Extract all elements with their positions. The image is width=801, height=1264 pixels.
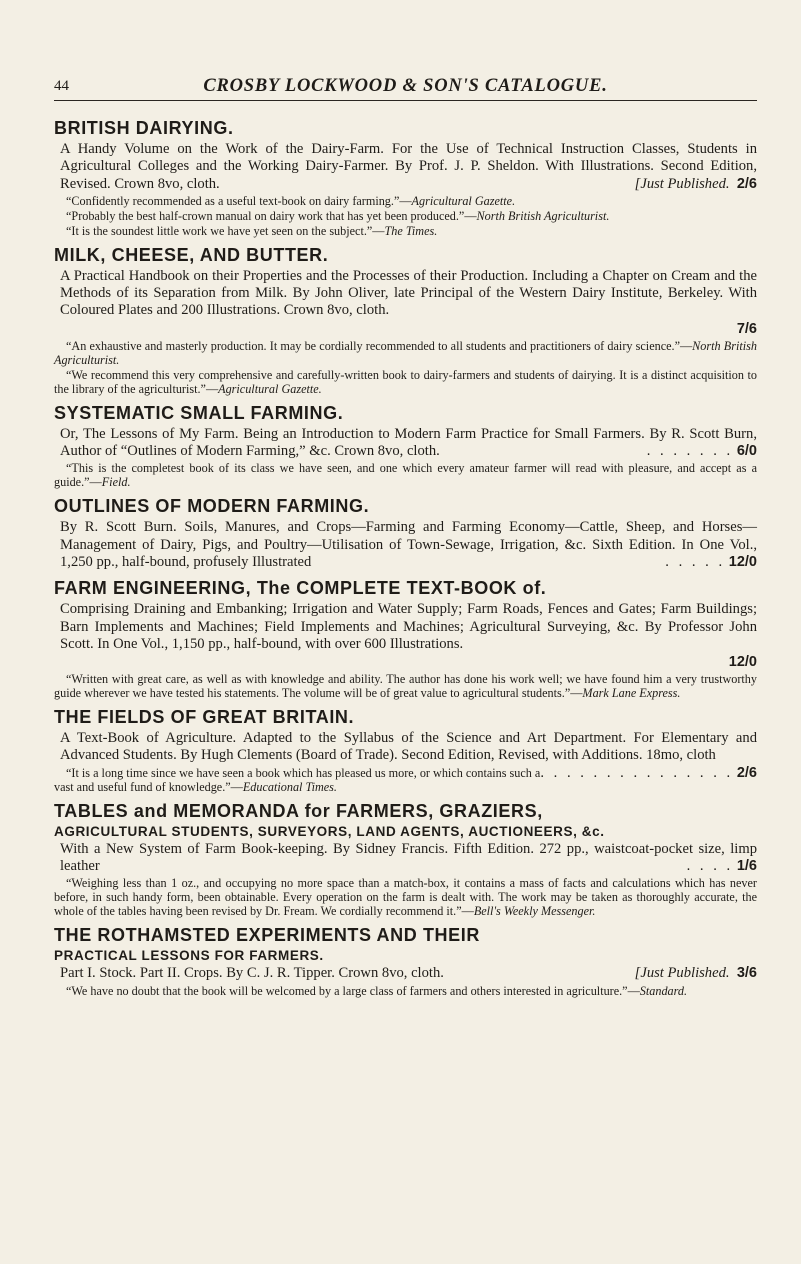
- entry-price: 12/0: [728, 553, 757, 570]
- review-text: “It is a long time since we have seen a book which has pleased us more, or which contains such a vast and useful fund of knowledge.”—: [54, 765, 541, 794]
- entry-description-text: Comprising Draining and Embanking; Irrigation and Water Supply; Farm Roads, Fences and Gates; Farm Buildings; Barn Implements and Machines; Field Implements and Machines; Agricultural Surveying, &c. By Professor John Scott. In One Vol., 1,150 pp., half-bound, with over 600 Illustrations.: [60, 601, 757, 652]
- review-source: North British Agriculturist.: [476, 208, 610, 223]
- page-number: 44: [54, 78, 69, 94]
- review-text: “Weighing less than 1 oz., and occupying no more space than a match-box, it contains a mass of facts and calculations which has never before, in such handy form, been obtainable. Every operation on the farm is dealt with. The work may be taken as thoroughly accurate, the whole of the tables having been revised by Dr. Fream. We cordially recommend it.”—: [54, 876, 757, 919]
- entry-review: [54, 672, 757, 700]
- catalogue-entry: [54, 925, 757, 997]
- entry-price-line: [54, 320, 757, 338]
- entry-heading: TABLES and MEMORANDA for FARMERS, GRAZIERS,: [54, 800, 543, 821]
- review-text: “Confidently recommended as a useful text-book on dairy farming.”—: [66, 193, 412, 208]
- entry-description-text: A Handy Volume on the Work of the Dairy-Farm. For the Use of Technical Instruction Classes, Students in Agricultural Colleges and the Working Dairy-Farmer. By Prof. J. P. Sheldon. With Illustrations. Second Edition, Revised. Crown 8vo, cloth.: [60, 141, 757, 192]
- review-source: Agricultural Gazette.: [411, 193, 516, 208]
- review-source: Field.: [101, 475, 131, 490]
- entry-description: [54, 519, 757, 571]
- entry-review: [54, 209, 757, 223]
- entry-review: [54, 461, 757, 489]
- entry-heading: THE ROTHAMSTED EXPERIMENTS AND THEIR: [54, 925, 480, 946]
- entry-price: 2/6: [736, 175, 757, 192]
- entry-review: [54, 876, 757, 918]
- review-source: Educational Times.: [242, 779, 337, 794]
- catalogue-title: CROSBY LOCKWOOD & SON'S CATALOGUE.: [203, 76, 608, 96]
- review-text: “Written with great care, as well as with knowledge and ability. The author has done his work well; we have found him a very trustworthy guide wherever we have tested his statements. The volume will be of great value to agricultural students.”—: [54, 672, 757, 701]
- entry-heading: BRITISH DAIRYING.: [54, 118, 234, 138]
- catalogue-entry: [54, 118, 757, 238]
- catalogue-entry: [54, 496, 757, 571]
- entry-review: [54, 339, 757, 367]
- entry-review: [54, 224, 757, 238]
- catalogue-entry: [54, 245, 757, 396]
- review-source: Agricultural Gazette.: [218, 381, 322, 396]
- running-head: [54, 76, 757, 101]
- entry-status: [Just Published.: [634, 175, 730, 192]
- entry-description: [54, 965, 757, 982]
- catalogue-entry: [54, 707, 757, 794]
- review-text: “It is the soundest little work we have yet seen on the subject.”—: [66, 223, 385, 238]
- review-source: The Times.: [384, 223, 438, 238]
- review-text: “We recommend this very comprehensive and carefully-written book to dairy-farmers and students of dairying. It is a distinct acquisition to the library of the agriculturist.”—: [54, 367, 757, 396]
- review-source: Bell's Weekly Messenger.: [473, 904, 596, 919]
- entry-subheading: AGRICULTURAL STUDENTS, SURVEYORS, LAND AGENTS, AUCTIONEERS, &c.: [54, 823, 605, 839]
- entry-description-text: Part I. Stock. Part II. Crops. By C. J. R. Tipper. Crown 8vo, cloth.: [60, 965, 444, 982]
- entry-description-text: With a New System of Farm Book-keeping. By Sidney Francis. Fifth Edition. 272 pp., waistcoat-pocket size, limp leather: [60, 840, 757, 875]
- entry-description-text: A Practical Handbook on their Properties and the Processes of their Production. Including a Chapter on Cream and the Methods of its Separation from Milk. By John Oliver, late Principal of the Western Dairy Institute, Berkeley. With Coloured Plates and 200 Illustrations. Crown 8vo, cloth.: [60, 267, 757, 319]
- entry-status: [Just Published.: [634, 965, 730, 982]
- review-text: “An exhaustive and masterly production. It may be cordially recommended to all students and practitioners of dairy science.”—: [66, 338, 693, 353]
- entry-review: [54, 194, 757, 208]
- entry-description: [54, 841, 757, 876]
- entry-description-text: Or, The Lessons of My Farm. Being an Introduction to Modern Farm Practice for Small Farmers. By R. Scott Burn, Author of “Outlines of Modern Farming,” &c. Crown 8vo, cloth.: [60, 425, 757, 460]
- catalogue-content: [54, 118, 757, 1005]
- entry-review: [54, 984, 757, 998]
- catalogue-entry: [54, 578, 757, 700]
- entry-description-text: A Text-Book of Agriculture. Adapted to the Syllabus of the Science and Art Department. For Elementary and Advanced Students. By Hugh Clements (Board of Trade). Second Edition, Revised, with Additions. 18mo, cloth: [60, 730, 757, 764]
- review-text: “Probably the best half-crown manual on dairy work that has yet been produced.”—: [66, 208, 477, 223]
- entry-price: 1/6: [736, 858, 757, 875]
- entry-heading: OUTLINES OF MODERN FARMING.: [54, 496, 370, 517]
- entry-heading: SYSTEMATIC SMALL FARMING.: [54, 402, 344, 423]
- price-leader: . . . . . . .: [646, 443, 734, 460]
- entry-description: [54, 141, 757, 193]
- entry-price: 6/0: [736, 443, 757, 460]
- catalogue-entry: [54, 801, 757, 919]
- entry-price: 7/6: [736, 320, 757, 337]
- entry-price-line: [54, 653, 757, 671]
- review-source: Standard.: [639, 983, 688, 998]
- entry-subheading: PRACTICAL LESSONS FOR FARMERS.: [54, 948, 324, 964]
- review-source: North British Agriculturist.: [54, 338, 757, 367]
- price-leader: . . . . .: [665, 553, 726, 570]
- entry-price: 3/6: [736, 965, 757, 982]
- entry-description: [54, 601, 757, 653]
- entry-description-text: By R. Scott Burn. Soils, Manures, and Crops—Farming and Farming Economy—Cattle, Sheep, and Horses—Management of Dairy, Pigs, and Poultry—Utilisation of Town-Sewage, Irrigation, &c. Sixth Edition. In One Vol., 1,250 pp., half-bound, profusely Illustrated: [60, 519, 757, 570]
- review-source: Mark Lane Express.: [582, 686, 681, 701]
- price-leader: . . . . . . . . . . . . . . .: [540, 764, 734, 781]
- entry-description: [54, 426, 757, 461]
- entry-price: 12/0: [728, 654, 757, 671]
- entry-review: [54, 368, 757, 396]
- entry-heading: FARM ENGINEERING, The COMPLETE TEXT-BOOK of.: [54, 578, 547, 599]
- catalogue-entry: [54, 403, 757, 490]
- price-leader: . . . .: [686, 858, 734, 875]
- review-text: “This is the completest book of its class we have seen, and one which every amateur farmer will read with pleasure, and accept as a guide.”—: [54, 461, 757, 490]
- review-text: “We have no doubt that the book will be welcomed by a large class of farmers and others interested in agriculture.”—: [66, 983, 640, 998]
- entry-heading: THE FIELDS OF GREAT BRITAIN.: [54, 707, 355, 728]
- entry-price: 2/6: [736, 764, 757, 781]
- entry-description: [54, 268, 757, 320]
- entry-heading: MILK, CHEESE, AND BUTTER.: [54, 244, 329, 265]
